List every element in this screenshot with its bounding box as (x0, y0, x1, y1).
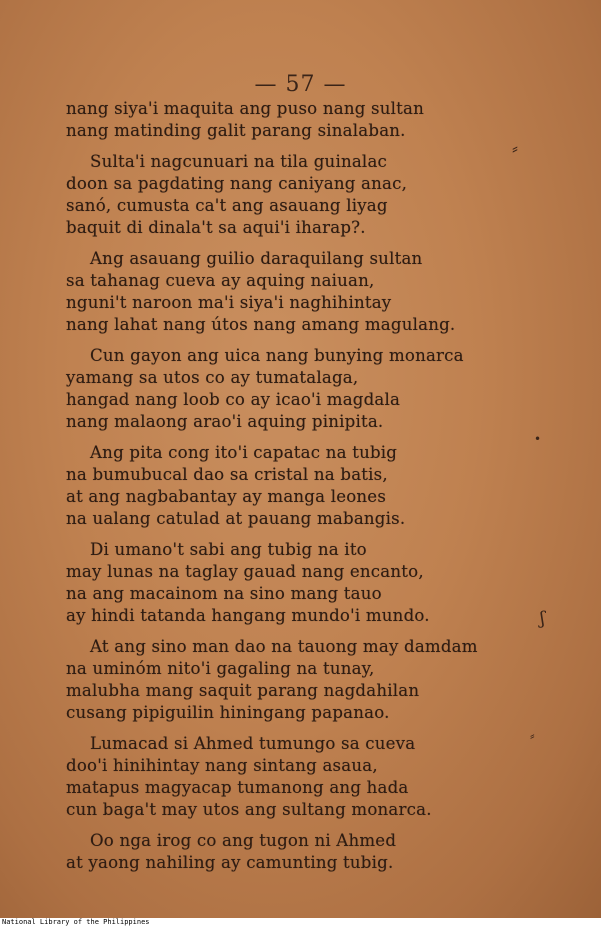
verse-line: Cun gayon ang uica nang bunying monarca (90, 346, 464, 365)
poem-body (66, 98, 536, 883)
verse-line: yamang sa utos co ay tumatalaga, (66, 368, 359, 387)
verse-line: sanó, cumusta ca't ang asauang liyag (66, 196, 388, 215)
verse-line: hangad nang loob co ay icao'i magdala (66, 390, 401, 409)
verse-line: may lunas na taglay gauad nang encanto, (66, 562, 424, 581)
verse-line: sa tahanag cueva ay aquing naiuan, (66, 271, 375, 290)
verse-line: doo'i hinihintay nang sintang asaua, (66, 756, 378, 775)
verse-line: baquit di dinala't sa aqui'i iharap?. (66, 218, 366, 237)
verse-line: nang lahat nang útos nang amang magulang. (66, 315, 456, 334)
verse-line: cusang pipiguilin hiningang papanao. (66, 703, 390, 722)
margin-pen-mark: ⸗ (530, 728, 535, 744)
stanza-7 (66, 636, 536, 724)
verse-line: matapus magyacap tumanong ang hada (66, 778, 409, 797)
library-credit: National Library of the Philippines (2, 918, 150, 926)
verse-line: na uminóm nito'i gagaling na tunay, (66, 659, 375, 678)
margin-pen-mark: ⸗ (512, 138, 518, 159)
verse-line: na bumubucal dao sa cristal na batis, (66, 465, 388, 484)
verse-line: na ang macainom na sino mang tauo (66, 584, 382, 603)
stanza-4 (66, 345, 536, 433)
verse-line: Ang pita cong ito'i capatac na tubig (90, 443, 398, 462)
verse-line: nang siya'i maquita ang puso nang sultan (66, 99, 424, 118)
verse-line: At ang sino man dao na tauong may damdam (90, 637, 478, 656)
verse-line: ay hindi tatanda hangang mundo'i mundo. (66, 606, 430, 625)
verse-line: nang matinding galit parang sinalaban. (66, 121, 406, 140)
stanza-9 (66, 830, 536, 874)
stanza-3 (66, 248, 536, 336)
page-number: — 57 — (254, 72, 347, 97)
verse-line: at yaong nahiling ay camunting tubig. (66, 853, 394, 872)
verse-line: malubha mang saquit parang nagdahilan (66, 681, 420, 700)
verse-line: nguni't naroon ma'i siya'i naghihintay (66, 293, 392, 312)
stanza-2 (66, 151, 536, 239)
verse-line: na ualang catulad at pauang mabangis. (66, 509, 406, 528)
verse-line: doon sa pagdating nang caniyang anac, (66, 174, 408, 193)
stanza-1 (66, 98, 536, 142)
verse-line: Lumacad si Ahmed tumungo sa cueva (90, 734, 416, 753)
margin-bracket-mark: ʃ (540, 608, 545, 629)
margin-dot-mark: • (534, 432, 542, 446)
verse-line: Di umano't sabi ang tubig na ito (90, 540, 367, 559)
stanza-8 (66, 733, 536, 821)
stanza-5 (66, 442, 536, 530)
stanza-6 (66, 539, 536, 627)
verse-line: Sulta'i nagcunuari na tila guinalac (90, 152, 388, 171)
verse-line: Ang asauang guilio daraquilang sultan (90, 249, 423, 268)
verse-line: nang malaong arao'i aquing pinipita. (66, 412, 384, 431)
verse-line: Oo nga irog co ang tugon ni Ahmed (90, 831, 397, 850)
verse-line: at ang nagbabantay ay manga leones (66, 487, 387, 506)
verse-line: cun baga't may utos ang sultang monarca. (66, 800, 432, 819)
